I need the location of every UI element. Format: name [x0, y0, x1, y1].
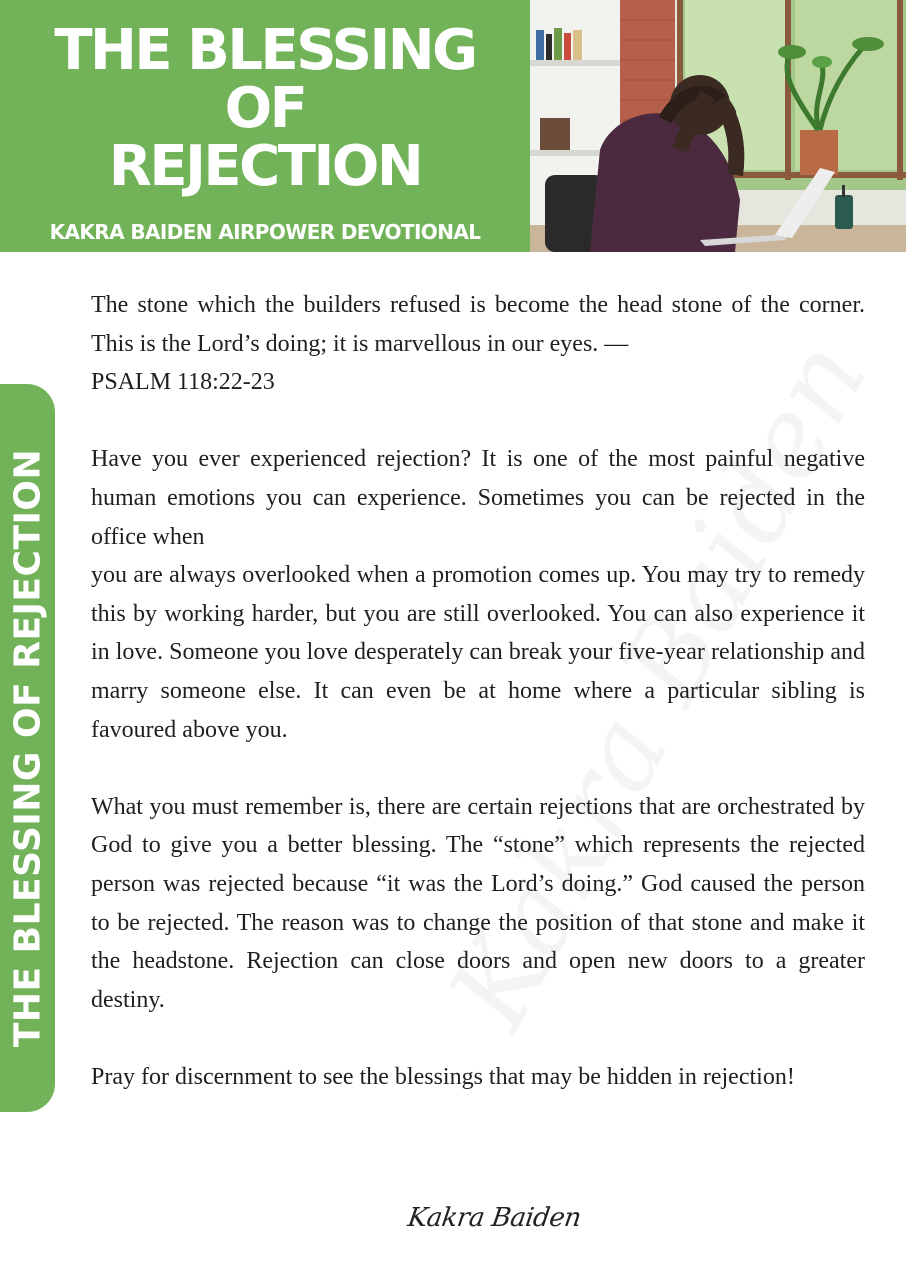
header-banner: [0, 0, 530, 252]
page-title: [0, 18, 530, 199]
paragraph-1-part-a: Have you ever experienced rejection? It is one of the most painful negative human emotions you can experience. Sometimes you can be rejected in the office when: [91, 446, 865, 550]
side-title-text: THE BLESSING OF REJECTION: [7, 448, 49, 1048]
title-line-2: OF: [224, 76, 306, 141]
devotional-body: [91, 286, 865, 1096]
paragraph-1: [91, 440, 865, 749]
title-line-3: REJECTION: [108, 134, 422, 199]
paragraph-3: Pray for discernment to see the blessings that may be hidden in rejection!: [91, 1063, 795, 1090]
paragraph-1-part-b: you are always overlooked when a promotion comes up. You may try to remedy this by working harder, but you are still overlooked. You can also experience it in love. Someone you love desperately can break your five-year relationship and marry someone else. It can even be at home where a particular sibling is favoured above you.: [91, 562, 865, 743]
title-line-1: THE BLESSING: [54, 18, 476, 83]
man-at-laptop-illustration: [530, 0, 906, 252]
header-photo: [530, 0, 906, 252]
scripture-quote: [91, 286, 865, 402]
author-signature: Kakra Baiden: [405, 1203, 583, 1233]
devotional-subtitle: KAKRA BAIDEN AIRPOWER DEVOTIONAL: [49, 220, 481, 244]
paragraph-2: What you must remember is, there are certain rejections that are orchestrated by God to give you a better blessing. The “stone” which represents the rejected person was rejected because “it was the Lord’s doing.” God caused the person to be rejected. The reason was to change the position of that stone and make it the headstone. Rejection can close doors and open new doors to a greater destiny.: [91, 793, 865, 1013]
scripture-reference: PSALM 118:22-23: [91, 369, 275, 396]
scripture-text: The stone which the builders refused is become the head stone of the corner. This is the Lord’s doing; it is marvellous in our eyes. —: [91, 292, 865, 357]
